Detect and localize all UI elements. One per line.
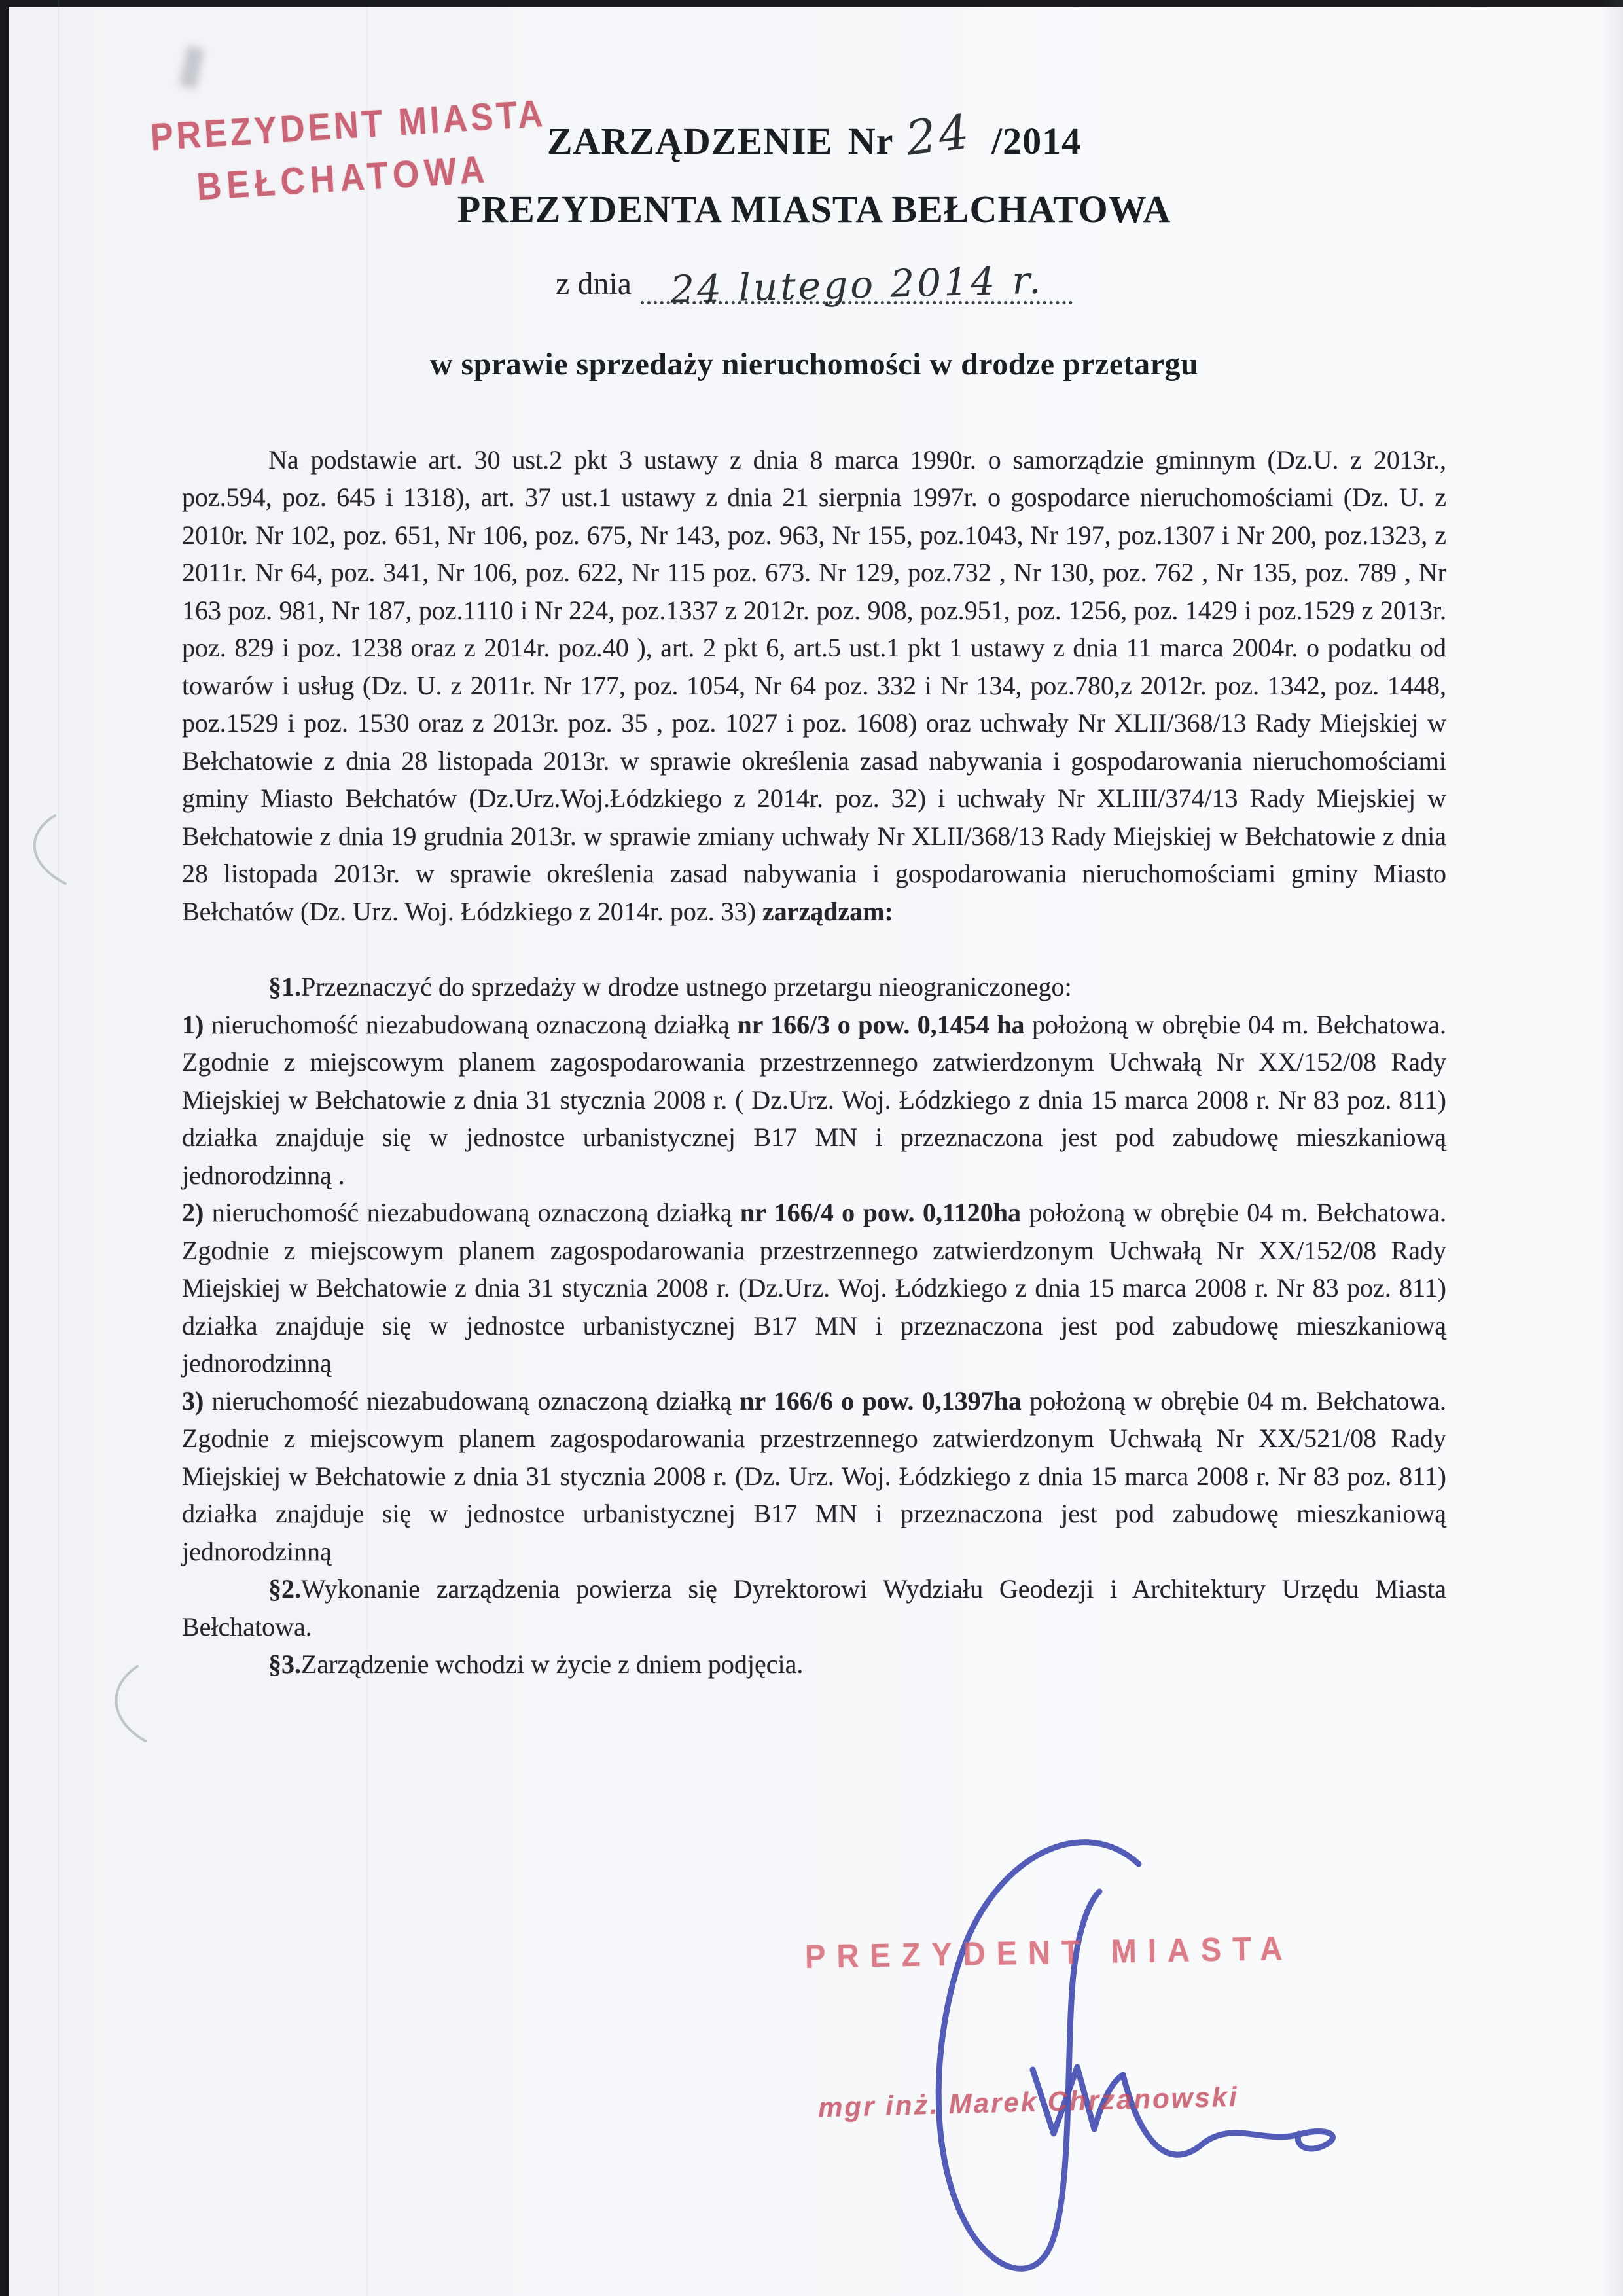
item-1-marker: 1) <box>182 1009 204 1039</box>
section-1-text: Przeznaczyć do sprzedaży w drodze ustnego przetargu nieograniczonego: <box>301 972 1072 1002</box>
stamp-line-belchatowa: BEŁCHATOWA <box>195 148 491 209</box>
document-issuer: PREZYDENTA MIASTA BEŁCHATOWA <box>457 188 1171 230</box>
title-suffix: /2014 <box>991 120 1082 162</box>
president-title-stamp: PREZYDENT MIASTA <box>804 1929 1294 1975</box>
property-item-2 <box>182 1194 1446 1382</box>
legal-basis-paragraph <box>182 441 1446 931</box>
president-name-stamp: mgr inż. Marek Chrzanowski <box>817 2081 1240 2123</box>
section-3-text: Zarządzenie wchodzi w życie z dniem podjęcia. <box>301 1649 804 1679</box>
section-3 <box>182 1645 1446 1683</box>
zarzadzam-keyword: zarządzam: <box>762 896 893 926</box>
pencil-mark <box>14 812 77 888</box>
property-item-3 <box>182 1382 1446 1571</box>
document-body <box>182 103 1447 1683</box>
date-prefix-label: z dnia <box>556 266 632 301</box>
item-1-parcel-bold: nr 166/3 o pow. 0,1454 ha <box>737 1009 1025 1039</box>
item-3-text-a: nieruchomość niezabudowaną oznaczoną działką <box>204 1386 740 1416</box>
section-2-text: Wykonanie zarządzenia powierza się Dyrektorowi Wydziału Geodezji i Architektury Urzędu Miasta Bełchatowa. <box>182 1574 1446 1641</box>
dotted-date-field <box>641 257 1073 312</box>
handwritten-signature <box>707 1780 1427 2296</box>
item-2-parcel-bold: nr 166/4 o pow. 0,1120ha <box>740 1198 1022 1228</box>
handwritten-ordinance-number: 24 <box>903 103 975 166</box>
scan-crease <box>58 0 59 2296</box>
item-2-text-b: położoną w obrębie 04 m. Bełchatowa. Zgodnie z miejscowym planem zagospodarowania przestrzennego zatwierdzonym Uchwałą Nr XX/152/08 Rady Miejskiej w Bełchatowie z dnia 31 stycznia 2008 r. (Dz.Urz. Woj. Łódzkiego z dnia 15 marca 2008 r. Nr 83 poz. 811) działka znajduje się w jednostce urbanistycznej B17 MN i przeznaczona jest pod zabudowę mieszkaniową jednorodzinną <box>182 1198 1447 1378</box>
scan-border-top <box>0 0 1623 7</box>
scan-smudge <box>179 46 204 89</box>
item-1-text-b: położoną w obrębie 04 m. Bełchatowa. Zgodnie z miejscowym planem zagospodarowania przestrzennego zatwierdzonym Uchwałą Nr XX/152/08 Rady Miejskiej w Bełchatowie z dnia 31 stycznia 2008 r. ( Dz.Urz. Woj. Łódzkiego z dnia 15 marca 2008 r. Nr 83 poz. 811) działka znajduje się w jednostce urbanistycznej B17 MN i przeznaczona jest pod zabudowę mieszkaniową jednorodzinną . <box>182 1009 1447 1190</box>
section-2 <box>182 1570 1446 1645</box>
section-1-marker: §1. <box>268 972 301 1002</box>
signature-area <box>707 1780 1492 2296</box>
item-1-text-a: nieruchomość niezabudowaną oznaczoną działką <box>204 1009 738 1039</box>
date-line <box>182 257 1446 312</box>
section-3-marker: §3. <box>268 1649 301 1679</box>
pencil-mark <box>99 1662 156 1745</box>
title-prefix: ZARZĄDZENIE Nr <box>546 120 894 162</box>
item-3-parcel-bold: nr 166/6 o pow. 0,1397ha <box>740 1386 1022 1416</box>
document-subject: w sprawie sprzedaży nieruchomości w drodze przetargu <box>429 346 1199 382</box>
item-2-marker: 2) <box>182 1198 204 1228</box>
property-item-1 <box>182 1006 1446 1194</box>
document-title <box>182 103 1446 166</box>
item-3-marker: 3) <box>182 1386 204 1416</box>
stamp-line-prezydent-miasta: PREZYDENT MIASTA <box>149 92 547 159</box>
item-3-text-b: położoną w obrębie 04 m. Bełchatowa. Zgodnie z miejscowym planem zagospodarowania przestrzennego zatwierdzonym Uchwałą Nr XX/521/08 Rady Miejskiej w Bełchatowie z dnia 31 stycznia 2008 r. (Dz. Urz. Woj. Łódzkiego z dnia 15 marca 2008 r. Nr 83 poz. 811) działka znajduje się w jednostce urbanistycznej B17 MN i przeznaczona jest pod zabudowę mieszkaniową jednorodzinną <box>182 1386 1447 1566</box>
scan-crease <box>1601 0 1623 2296</box>
section-2-marker: §2. <box>268 1574 301 1604</box>
scan-border-left <box>0 0 9 2296</box>
item-2-text-a: nieruchomość niezabudowaną oznaczoną działką <box>204 1198 740 1228</box>
section-1-intro <box>182 968 1446 1006</box>
legal-basis-text: Na podstawie art. 30 ust.2 pkt 3 ustawy z dnia 8 marca 1990r. o samorządzie gminnym (Dz.U. z 2013r., poz.594, poz. 645 i 1318), art. 37 ust.1 ustawy z dnia 21 sierpnia 1997r. o gospodarce nieruchomościami (Dz. U. z 2010r. Nr 102, poz. 651, Nr 106, poz. 675, Nr 143, poz. 963, Nr 155, poz.1043, Nr 197, poz.1307 i Nr 200, poz.1323, z 2011r. Nr 64, poz. 341, Nr 106, poz. 622, Nr 115 poz. 673. Nr 129, poz.732 , Nr 130, poz. 762 , Nr 135, poz. 789 , Nr 163 poz. 981, Nr 187, poz.1110 i Nr 224, poz.1337 z 2012r. poz. 908, poz.951, poz. 1256, poz. 1429 i poz.1529 z 2013r. poz. 829 i poz. 1238 oraz z 2014r. poz.40 ), art. 2 pkt 6, art.5 ust.1 pkt 1 ustawy z dnia 11 marca 2004r. o podatku od towarów i usług (Dz. U. z 2011r. Nr 177, poz. 1054, Nr 64 poz. 332 i Nr 134, poz.780,z 2012r. poz. 1342, poz. 1448, poz.1529 i poz. 1530 oraz z 2013r. poz. 35 , poz. 1027 i poz. 1608) oraz uchwały Nr XLII/368/13 Rady Miejskiej w Bełchatowie z dnia 28 listopada 2013r. w sprawie określenia zasad nabywania i gospodarowania nieruchomościami gminy Miasto Bełchatów (Dz.Urz.Woj.Łódzkiego z 2014r. poz. 32) i uchwały Nr XLIII/374/13 Rady Miejskiej w Bełchatowie z dnia 19 grudnia 2013r. w sprawie zmiany uchwały Nr XLII/368/13 Rady Miejskiej w Bełchatowie z dnia 28 listopada 2013r. w sprawie określenia zasad nabywania i gospodarowania nieruchomościami gminy Miasto Bełchatów (Dz. Urz. Woj. Łódzkiego z 2014r. poz. 33) <box>182 444 1446 926</box>
handwritten-date: 24 lutego 2014 r. <box>669 257 1044 312</box>
